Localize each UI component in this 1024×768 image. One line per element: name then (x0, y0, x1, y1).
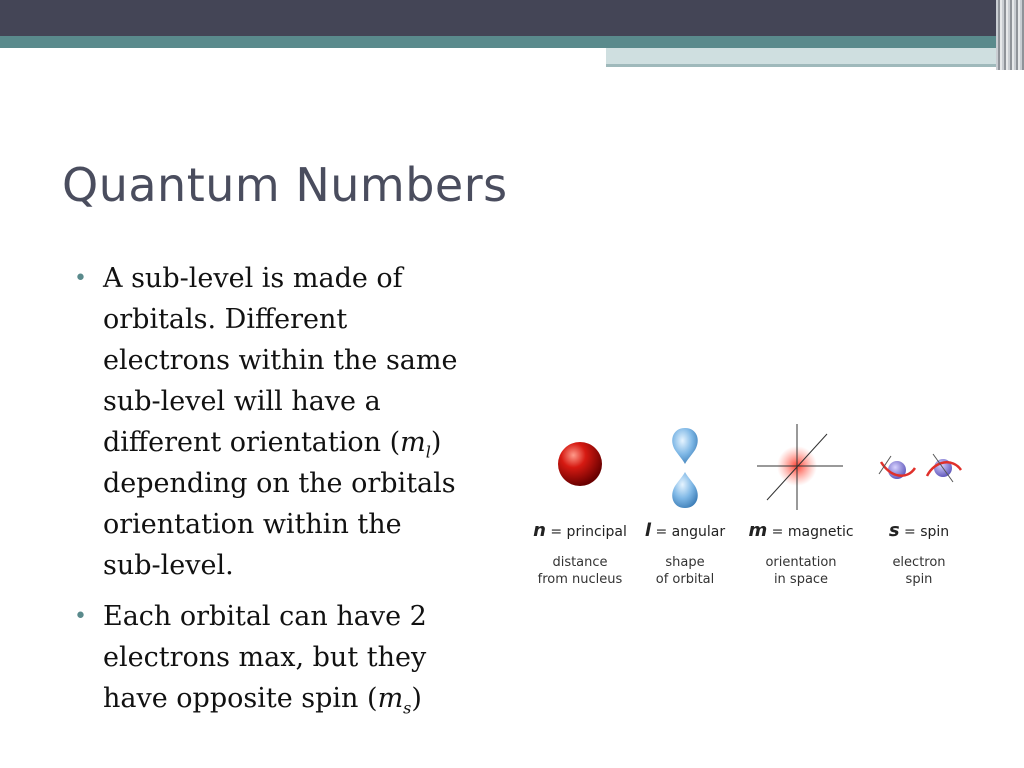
close-paren: ) (430, 427, 442, 458)
bullet-line: sub-level. (103, 550, 234, 581)
desc-line: electron (892, 555, 946, 570)
bullet-line: electrons max, but they (103, 642, 427, 673)
bullet-spin (74, 596, 494, 719)
principal-sphere-icon (558, 442, 602, 486)
m-letter: m (748, 520, 768, 541)
bullet-line: sub-level will have a (103, 386, 381, 417)
close-paren: ) (411, 683, 422, 714)
spin-desc (859, 554, 979, 588)
p-orbital-icon (672, 428, 698, 508)
magnetic-text: = magnetic (767, 524, 854, 540)
desc-line: shape (665, 555, 705, 570)
bullet-line-with-symbol (103, 422, 494, 463)
desc-line: from nucleus (537, 572, 623, 587)
quantum-figure-graphics (525, 420, 975, 520)
bullet-list (74, 258, 494, 729)
slide-title: Quantum Numbers (62, 158, 508, 212)
angular-label (625, 520, 745, 541)
l-letter: l (644, 520, 652, 541)
desc-line: orientation (765, 555, 837, 570)
electron-spin-icon (879, 454, 961, 482)
bullet-line: electrons within the same (103, 345, 458, 376)
quantum-numbers-figure (525, 420, 975, 590)
bullet-line: orbitals. Different (103, 304, 348, 335)
bullet-line-with-symbol (103, 678, 494, 719)
n-letter: n (533, 520, 546, 541)
magnetic-desc (741, 554, 861, 588)
ms-subscript: s (403, 698, 412, 718)
magnetic-label (741, 520, 861, 541)
s-letter: s (888, 520, 900, 541)
bullet-line: • A sub-level is made of (103, 263, 403, 294)
header-thin-line (606, 64, 1001, 67)
desc-line: distance (552, 555, 608, 570)
ms-symbol: m (377, 683, 404, 714)
angular-desc (625, 554, 745, 588)
angular-text: = angular (651, 524, 726, 540)
principal-desc (520, 554, 640, 588)
ml-symbol: m (400, 427, 426, 458)
principal-text: = principal (545, 524, 627, 540)
spin-text: = spin (899, 524, 950, 540)
bullet-line: different orientation ( (103, 427, 401, 458)
header-stripes (996, 0, 1024, 70)
header-teal-band (0, 36, 1024, 48)
desc-line: in space (773, 572, 829, 587)
desc-line: of orbital (655, 572, 715, 587)
desc-line: spin (905, 572, 933, 587)
principal-label (520, 520, 640, 541)
bullet-line: depending on the orbitals (103, 468, 456, 499)
spin-label (859, 520, 979, 541)
header-dark-band (0, 0, 1024, 36)
bullet-line: have opposite spin ( (103, 683, 378, 714)
axes-orientation-icon (757, 424, 843, 510)
bullet-line: orientation within the (103, 509, 402, 540)
bullet-orbitals (74, 258, 494, 586)
bullet-line: • Each orbital can have 2 (103, 601, 427, 632)
header-light-band (606, 48, 1001, 64)
ml-subscript: l (425, 442, 431, 462)
